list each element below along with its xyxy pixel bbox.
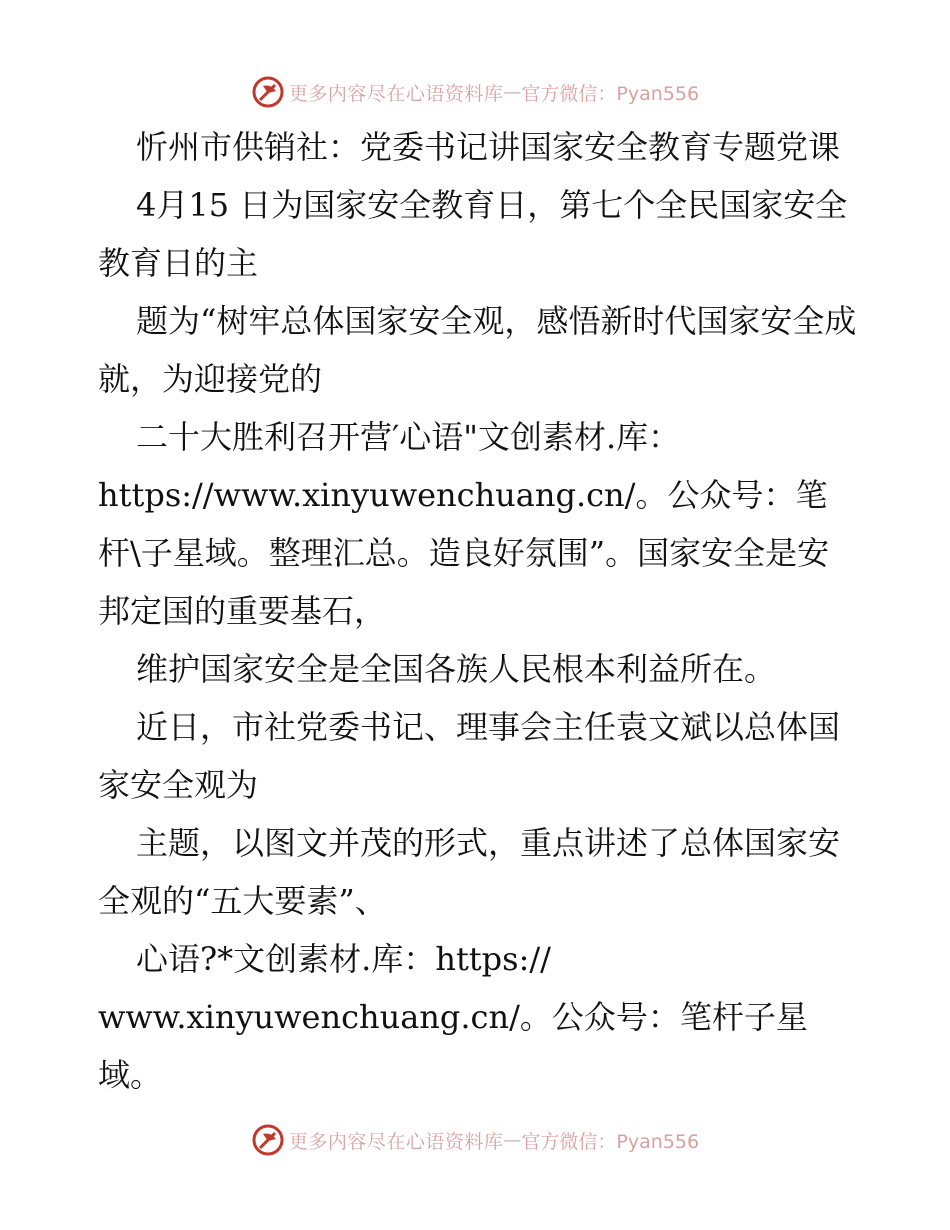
header-dash: — xyxy=(503,81,522,103)
paragraph: 题为“树牢总体国家安全观，感悟新时代国家安全成就，为迎接党的 xyxy=(98,302,857,398)
paragraph: 4月15 日为国家安全教育日，第七个全民国家安全教育日的主 xyxy=(98,186,848,282)
circle-fan-logo-icon xyxy=(251,1123,285,1157)
footer-dash: — xyxy=(503,1129,522,1151)
document-body xyxy=(98,118,858,1104)
header-site-text: 更多内容尽在心语资料库 xyxy=(288,82,504,105)
header-watermark xyxy=(0,72,950,112)
document-title: 忻州市供销社：党委书记讲国家安全教育专题党课 xyxy=(136,128,841,166)
paragraph: www.xinyuwenchuang.cn/。公众号：笔杆子星域。 xyxy=(98,998,808,1094)
footer-wechat-text: 官方微信：Pyan556 xyxy=(521,1130,700,1153)
paragraph: 近日，市社党委书记、理事会主任袁文斌以总体国家安全观为 xyxy=(98,708,841,804)
footer-site-text: 更多内容尽在心语资料库 xyxy=(288,1130,504,1153)
paragraph: 二十大胜利召开营′心语"文创素材.库： xyxy=(136,418,681,456)
paragraph: 主题，以图文并茂的形式，重点讲述了总体国家安全观的“五大要素”、 xyxy=(98,824,841,920)
paragraph: 维护国家安全是全国各族人民根本利益所在。 xyxy=(136,650,777,688)
footer-watermark xyxy=(0,1120,950,1160)
paragraph: 心语?*文创素材.库：https:// xyxy=(136,940,551,978)
header-wechat-text: 官方微信：Pyan556 xyxy=(521,82,700,105)
paragraph: https://www.xinyuwenchuang.cn/。公众号：笔杆\子星域。整理汇总。造良好氛围”。国家安全是安邦定国的重要基石， xyxy=(98,476,830,630)
circle-fan-logo-icon xyxy=(251,75,285,109)
